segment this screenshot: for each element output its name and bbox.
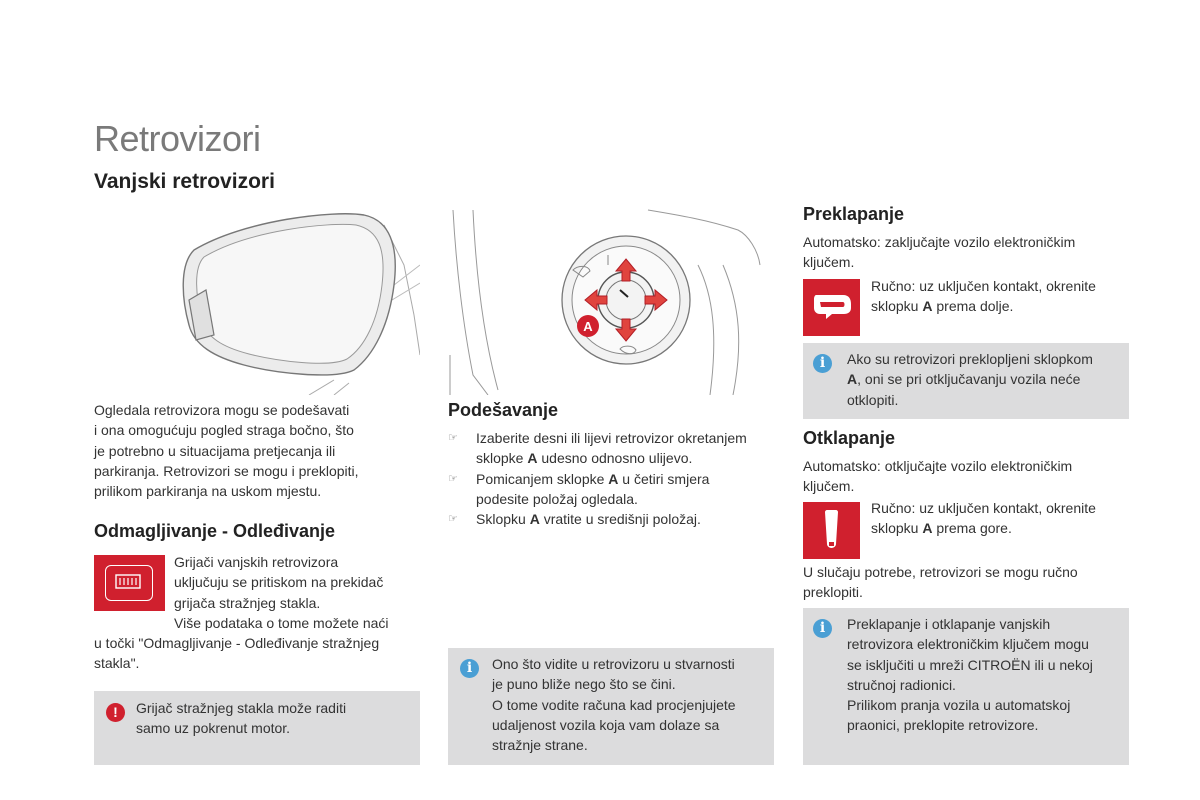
defog-text: Grijači vanjskih retrovizora uključuju se pritiskom na prekidač grijača stražnjeg stakla. Više podataka o tome možete naći xyxy=(174,554,389,631)
list-item: ☞ Izaberite desni ili lijevi retrovizor okretanjem sklopke A udesno odnosno ulijevo. xyxy=(448,430,747,467)
page-title: Retrovizori xyxy=(94,118,261,159)
fold-manual-text: Ručno: uz uključen kontakt, okrenite sklopku A prema dolje. xyxy=(871,278,1096,315)
mirror-illustration xyxy=(94,205,420,395)
knob-label: A xyxy=(583,319,593,334)
fold-switch-image xyxy=(803,279,860,336)
intro-paragraph: Ogledala retrovizora mogu se podešavati i ona omogućuju pogled straga bočno, što je potrebno u situacijama pretjecanja ili parkiranja. Retrovizori se mogu i preklopiti, prilikom parkiranja na uskom mjestu. xyxy=(94,402,359,500)
fold-heading: Preklapanje xyxy=(803,204,905,224)
defog-button-image xyxy=(94,555,165,611)
warning-text: Grijač stražnjeg stakla može raditi samo uz pokrenut motor. xyxy=(136,700,347,737)
info-icon: i xyxy=(813,619,832,638)
info-panel xyxy=(448,648,774,765)
adjust-heading: Podešavanje xyxy=(448,400,559,420)
list-item: ☞ Pomicanjem sklopke A u četiri smjera podesite položaj ogledala. xyxy=(448,470,710,507)
fold-auto-text: Automatsko: zaključajte vozilo elektroničkim ključem. xyxy=(803,234,1076,271)
unfold-manual-text: Ručno: uz uključen kontakt, okrenite sklopku A prema gore. xyxy=(871,500,1096,537)
defog-more-text: u točki "Odmagljivanje - Odleđivanje stražnjeg stakla". xyxy=(94,635,380,672)
fold-info-panel xyxy=(803,343,1129,419)
switch-illustration xyxy=(448,205,774,395)
info-icon: i xyxy=(460,659,479,678)
defog-heading: Odmagljivanje - Odleđivanje xyxy=(94,521,336,541)
section-title: Vanjski retrovizori xyxy=(94,170,275,193)
rear-defrost-icon xyxy=(114,574,145,592)
unfold-auto-text: Automatsko: otključajte vozilo elektroničkim ključem. xyxy=(803,458,1073,495)
mirror-unfold-icon xyxy=(803,502,860,559)
mirror-fold-icon xyxy=(803,279,860,336)
warning-panel xyxy=(94,691,420,765)
network-info-text: Preklapanje i otklapanje vanjskih retrovizora elektroničkim ključem mogu se isključiti u mreži CITROËN ili u nekoj stručnoj radionici. Prilikom pranja vozila u automatskoj praonici, preklopite retrovizore. xyxy=(847,616,1093,734)
info-icon: i xyxy=(813,354,832,373)
fold-info-text: Ako su retrovizori preklopljeni sklopkom A, oni se pri otključavanju vozila neće otklopiti. xyxy=(847,351,1093,408)
list-item: ☞ Sklopku A vratite u središnji položaj. xyxy=(448,511,701,528)
network-info-panel xyxy=(803,608,1129,765)
unfold-heading: Otklapanje xyxy=(803,428,896,448)
info-text: Ono što vidite u retrovizoru u stvarnosti je puno bliže nego što se čini. O tome vodite računa kad procjenjujete udaljenost vozila koja vam dolaze sa stražnje strane. xyxy=(492,656,736,754)
adjust-steps xyxy=(448,428,766,529)
manual-fold-note: U slučaju potrebe, retrovizori se mogu ručno preklopiti. xyxy=(803,564,1078,601)
warning-icon: ! xyxy=(106,703,125,722)
unfold-switch-image xyxy=(803,502,860,559)
